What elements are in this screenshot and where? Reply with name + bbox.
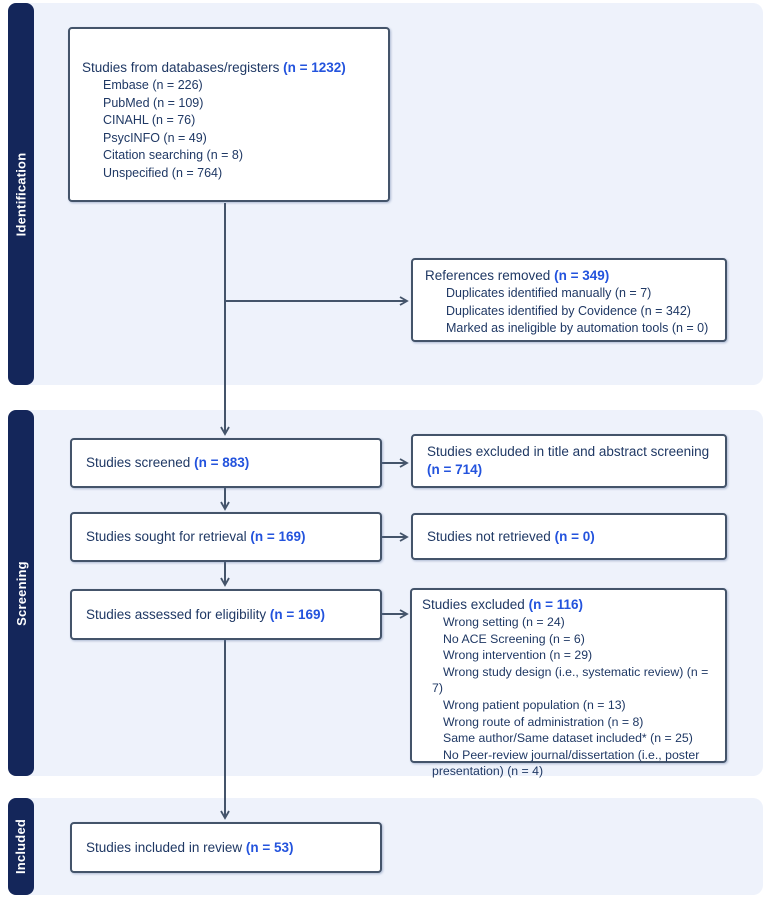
- box-label: Studies not retrieved: [427, 528, 551, 544]
- box-title: [86, 528, 306, 546]
- box-item: Wrong patient population (n = 13): [443, 697, 626, 712]
- box-item: Same author/Same dataset included* (n = 25): [443, 731, 693, 746]
- box-title: [86, 839, 294, 857]
- box-studies-screened: [70, 438, 382, 488]
- box-item: Duplicates identified by Covidence (n = 342): [446, 303, 691, 318]
- section-label-text: Screening: [13, 560, 29, 626]
- section-label-screening: [8, 410, 34, 776]
- box-count: (n = 169): [269, 606, 326, 622]
- box-label: Studies sought for retrieval: [86, 529, 247, 544]
- box-included-in-review: [70, 822, 382, 873]
- box-count: (n = 883): [194, 455, 250, 470]
- box-item-list: [422, 614, 715, 780]
- box-studies-excluded: [410, 588, 727, 779]
- box-title: [425, 267, 713, 285]
- box-title: [86, 454, 249, 472]
- section-label-identification: [8, 3, 34, 385]
- box-label: Studies excluded in title and abstract screening: [427, 444, 710, 459]
- box-item: Citation searching (n = 8): [103, 148, 244, 162]
- box-item: No Peer-review journal/dissertation (i.e., poster presentation) (n = 4): [432, 747, 700, 779]
- box-item: Wrong study design (i.e., systematic review) (n = 7): [432, 664, 709, 696]
- box-count: (n = 0): [554, 528, 595, 544]
- section-label-text: Included: [13, 818, 29, 875]
- box-label: Studies screened: [86, 455, 191, 470]
- box-label: Studies included in review: [86, 839, 243, 855]
- box-item: Wrong intervention (n = 29): [443, 648, 593, 663]
- box-item: Embase (n = 226): [103, 78, 203, 92]
- box-count: (n = 116): [528, 597, 583, 612]
- box-item: PubMed (n = 109): [103, 95, 204, 110]
- box-studies-from-databases: [68, 27, 390, 202]
- box-item: CINAHL (n = 76): [103, 113, 196, 127]
- box-label: Studies from databases/registers: [82, 60, 280, 75]
- box-title: [86, 606, 325, 624]
- section-label-text: Identification: [13, 152, 29, 236]
- box-count: (n = 349): [554, 268, 610, 283]
- box-item: PsycINFO (n = 49): [103, 130, 207, 145]
- box-count: (n = 1232): [283, 60, 346, 75]
- box-references-removed: [411, 258, 727, 342]
- box-excluded-title-abstract: [411, 434, 727, 488]
- box-label: Studies excluded: [422, 597, 525, 612]
- box-title: [82, 59, 376, 77]
- box-title: [427, 528, 595, 546]
- box-item: Duplicates identified manually (n = 7): [446, 286, 652, 300]
- box-item-list: [425, 285, 713, 338]
- box-item: Wrong setting (n = 24): [443, 615, 565, 629]
- box-title: [427, 443, 715, 479]
- box-title: [422, 596, 715, 614]
- box-assessed-for-eligibility: [70, 589, 382, 640]
- section-label-included: [8, 798, 34, 895]
- box-not-retrieved: [411, 513, 727, 560]
- box-item: Marked as ineligible by automation tools (n = 0): [446, 321, 709, 335]
- box-label: Studies assessed for eligibility: [86, 606, 267, 622]
- box-item: No ACE Screening (n = 6): [443, 631, 585, 646]
- box-count: (n = 169): [250, 529, 306, 544]
- box-count: (n = 714): [427, 462, 483, 477]
- box-label: References removed: [425, 268, 551, 283]
- box-item: Wrong route of administration (n = 8): [443, 714, 644, 729]
- box-item-list: [82, 77, 376, 182]
- box-count: (n = 53): [245, 839, 294, 855]
- box-item: Unspecified (n = 764): [103, 165, 223, 180]
- box-sought-for-retrieval: [70, 512, 382, 562]
